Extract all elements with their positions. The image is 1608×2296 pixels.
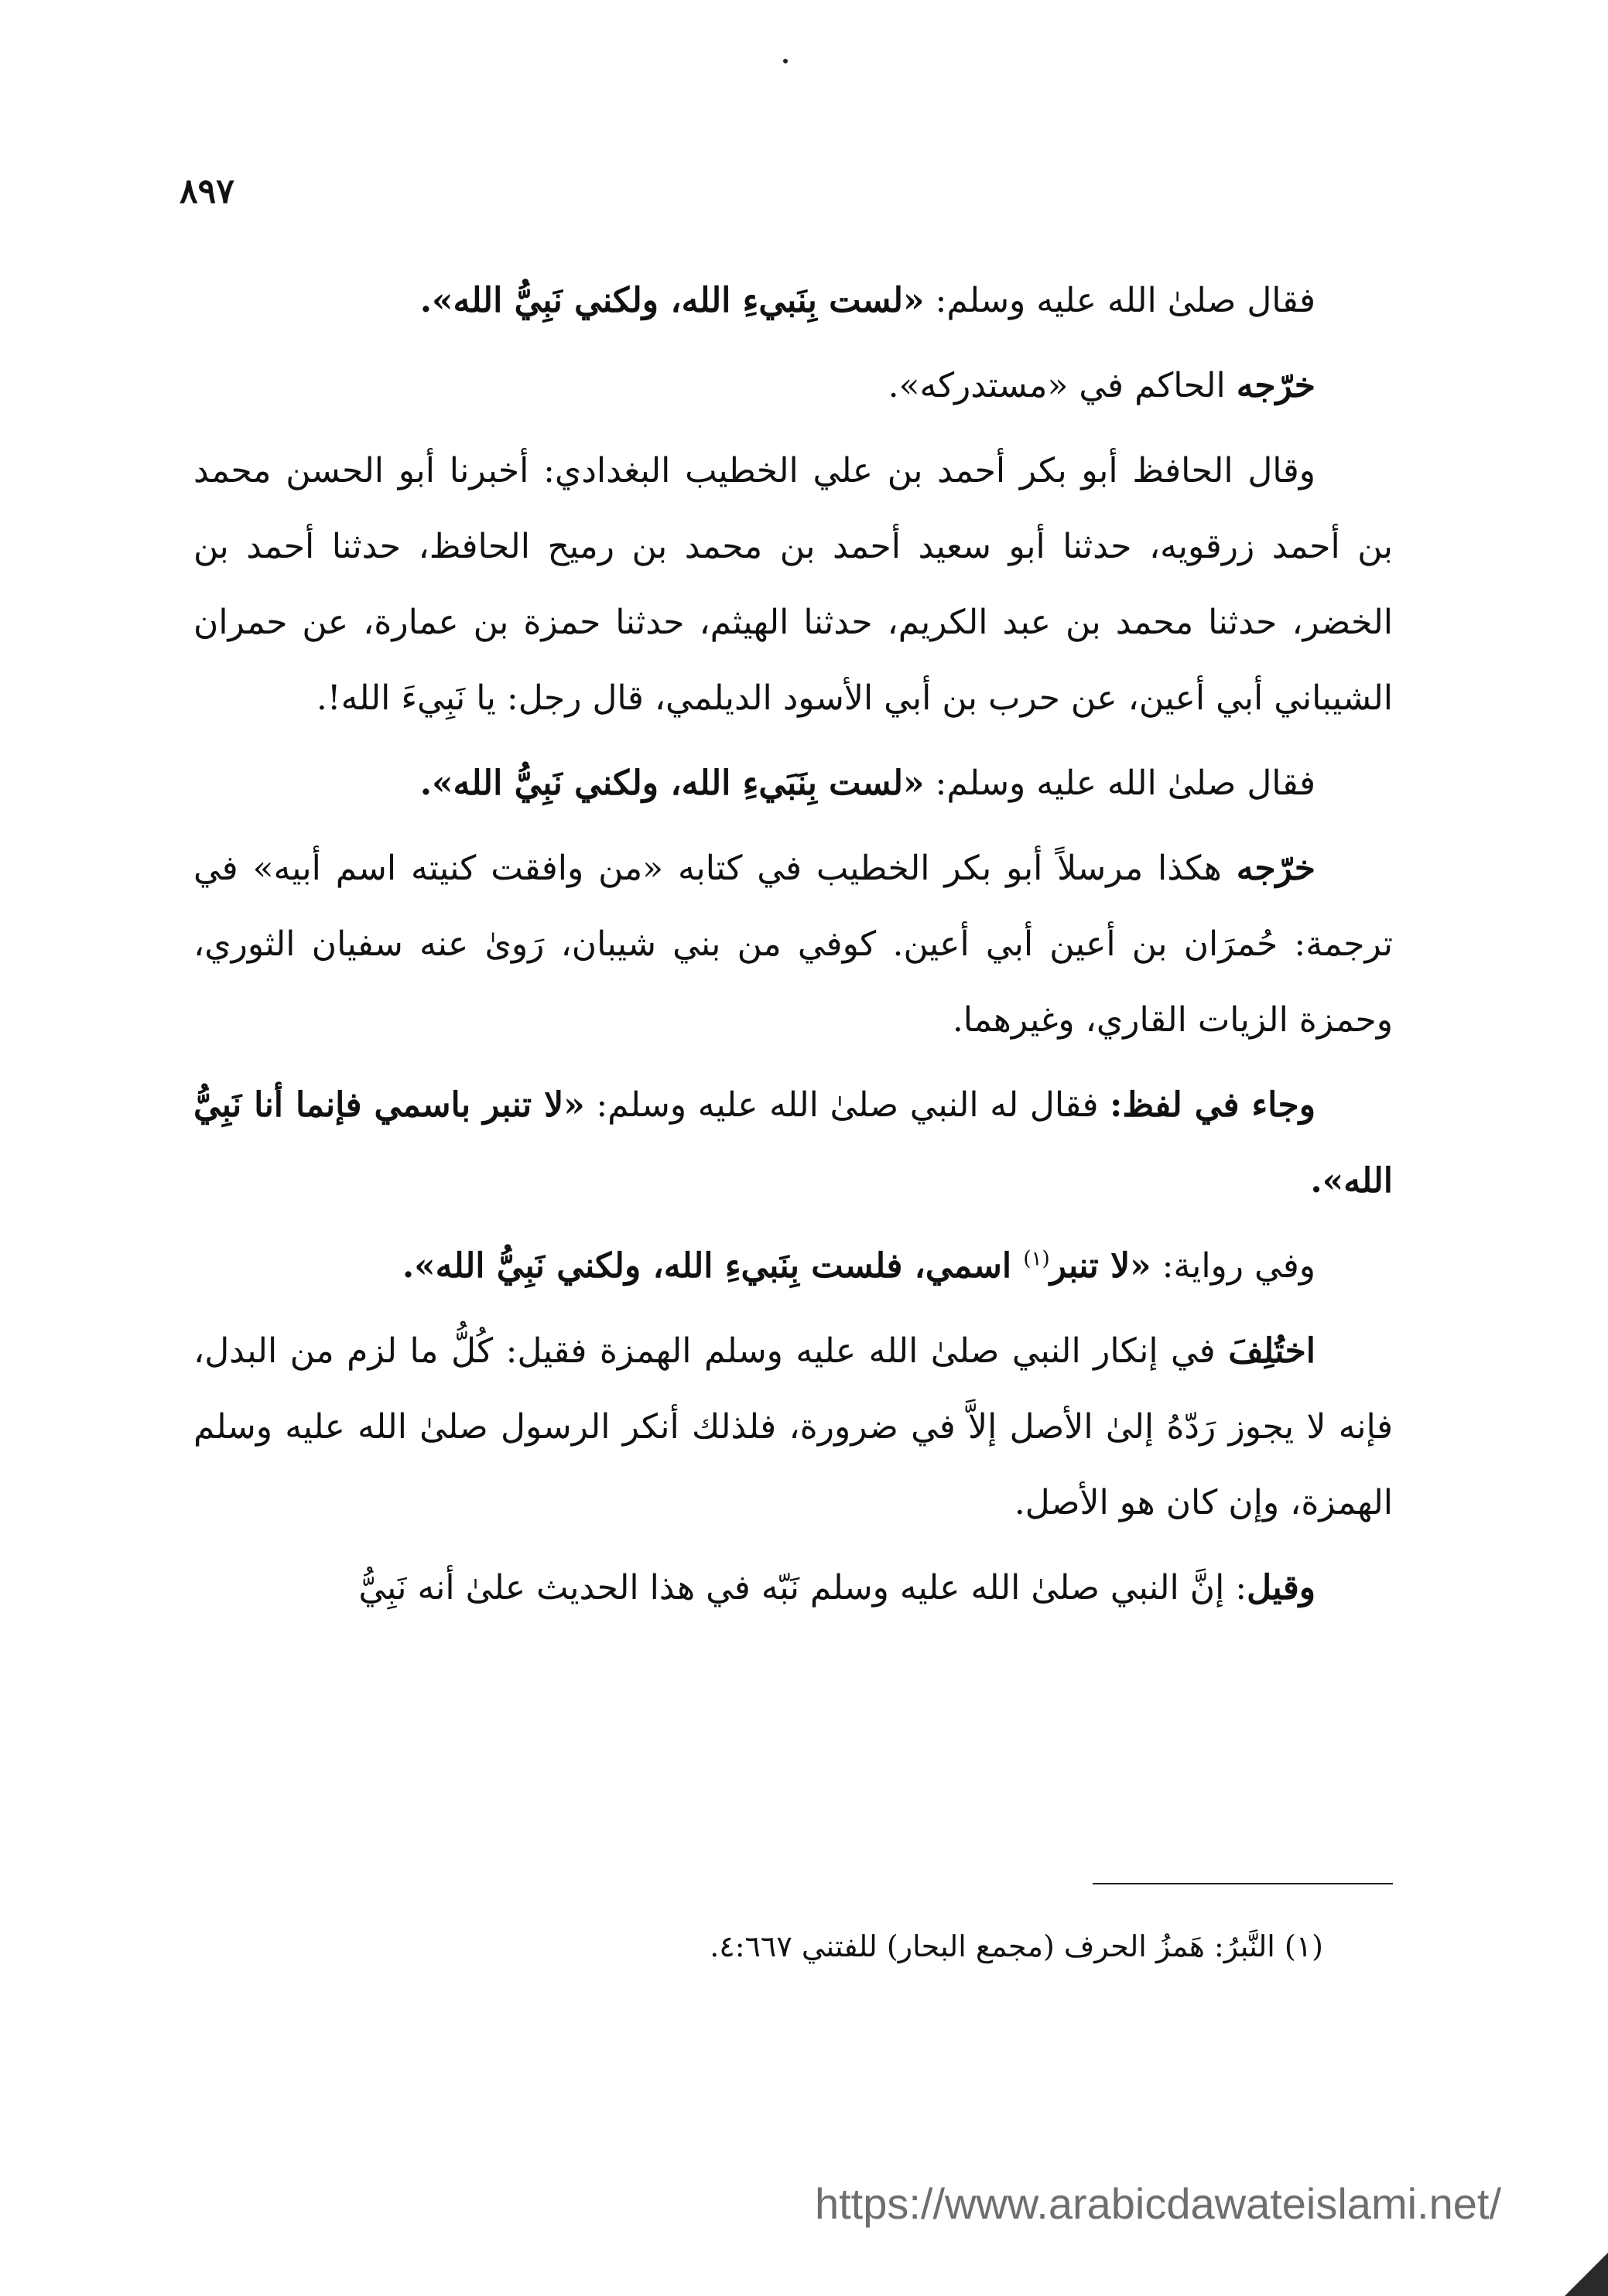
paragraph-9-lead: وقيل [1247,1568,1315,1608]
paragraph-5-rest: هكذا مرسلاً أبو بكر الخطيب في كتابه «من وافقت كنيته اسم أبيه» في ترجمة: حُمرَان بن أعين أبي أعين. كوفي من بني شيبان، رَوىٰ عنه سفيان الثوري، وحمزة الزيات القاري، وغيرهما. [193,849,1393,1040]
paragraph-5 [193,831,1393,1058]
paragraph-6-lead: وجاء في لفظ: [1110,1085,1316,1125]
paragraph-1 [193,263,1393,339]
footnote-marker: (١) [1023,1247,1050,1271]
paragraph-4-quote: «لست بِنَبَيءِ الله، ولكني نَبِيُّ الله». [419,764,925,803]
paragraph-6-mid: فقال له النبي صلىٰ الله عليه وسلم: [584,1085,1110,1125]
paragraph-8-rest: في إنكار النبي صلىٰ الله عليه وسلم الهمزة فقيل: كُلُّ ما لزم من البدل، فإنه لا يجوز رَدّهُ إلىٰ الأصل إلاَّ في ضرورة، فلذلك أنكر الرسول صلىٰ الله عليه وسلم الهمزة، وإن كان هو الأصل. [193,1331,1393,1522]
paragraph-2 [193,348,1393,424]
paragraph-1-quote: «لست بِنَبيءِ الله، ولكني نَبِيُّ الله». [419,281,925,320]
paragraph-7-quote-b: اسمي، فلست بِنَبيءِ الله، ولكني نَبِيُّ الله». [402,1246,1024,1286]
paragraph-6 [193,1068,1393,1219]
scan-speck [783,59,788,63]
paragraph-2-rest: الحاكم في «مستدركه». [888,366,1237,405]
watermark-url: https://www.arabicdawateislami.net/ [814,2179,1501,2228]
paragraph-5-lead: خرّجه [1236,849,1315,888]
paragraph-1-lead: فقال صلىٰ الله عليه وسلم: [924,281,1315,320]
footnote: (١) النَّبرُ: هَمزُ الحرف (مجمع البحار) للفتني ٤:٦٦٧. [710,1929,1323,1963]
paragraph-9 [193,1550,1393,1626]
paragraph-2-lead: خرّجه [1236,366,1315,405]
paragraph-6-quote: «لا تنبر باسمي فإنما أنا نَبِيُّ الله». [193,1085,1393,1201]
paragraph-9-rest: : إنَّ النبي صلىٰ الله عليه وسلم نَبّه في هذا الحديث علىٰ أنه نَبِيُّ [358,1568,1247,1608]
paragraph-8-lead: اختُلِفَ [1228,1331,1316,1371]
main-text [193,263,1393,1635]
paragraph-3 [193,433,1393,736]
paragraph-4 [193,746,1393,822]
paragraph-7 [193,1228,1393,1304]
footnote-divider [1093,1883,1393,1884]
paragraph-7-quote-a: «لا تنبر [1049,1246,1151,1286]
page-corner-shadow [1565,2253,1608,2296]
paragraph-8 [193,1314,1393,1541]
paragraph-3-text: وقال الحافظ أبو بكر أحمد بن علي الخطيب البغدادي: أخبرنا أبو الحسن محمد بن أحمد زرقويه، حدثنا أبو سعيد أحمد بن محمد بن رميح الحافظ، حدثنا أحمد بن الخضر، حدثنا محمد بن عبد الكريم، حدثنا الهيثم، حدثنا حمزة بن عمارة، عن حمران الشيباني أبي أعين، عن حرب بن أبي الأسود الديلمي، قال رجل: يا نَبِيءَ الله!. [193,451,1393,718]
paragraph-4-lead: فقال صلىٰ الله عليه وسلم: [924,764,1315,803]
page-number: ٨٩٧ [180,172,234,211]
paragraph-7-lead: وفي رواية: [1151,1246,1315,1286]
